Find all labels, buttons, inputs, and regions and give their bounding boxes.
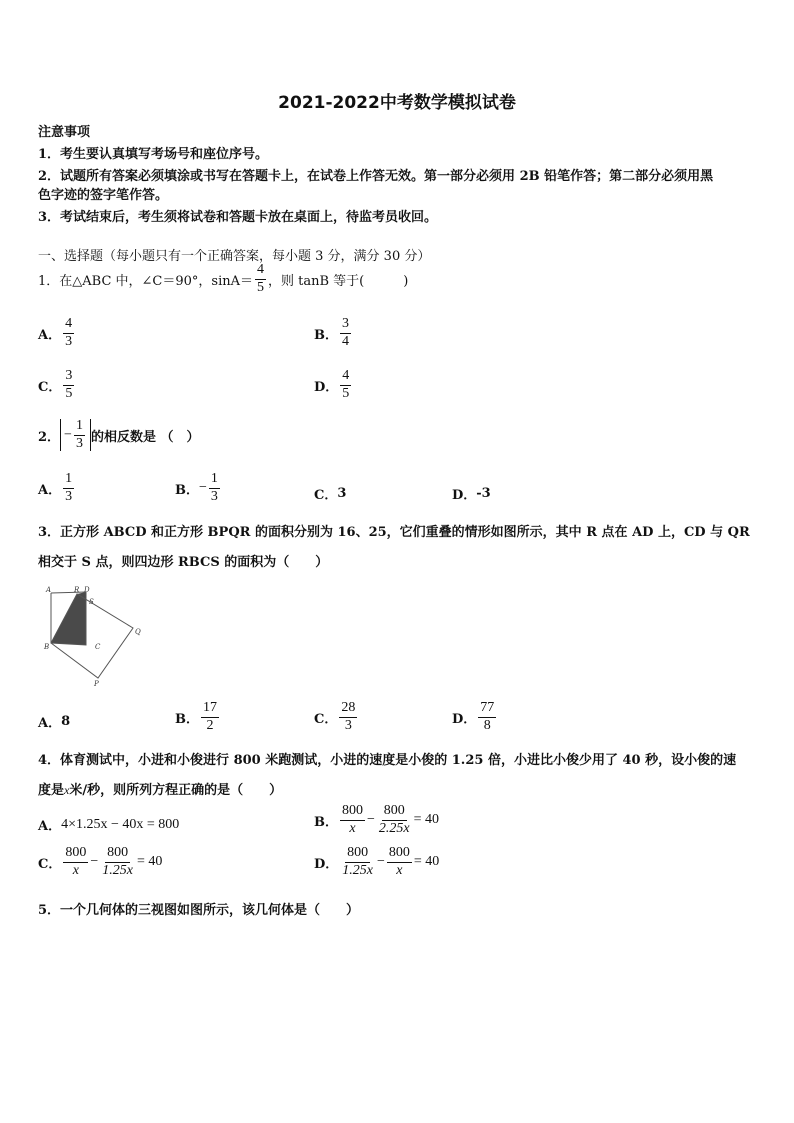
fraction-numerator: 1 [209,472,220,489]
option-fraction [340,369,351,401]
question-4-text-post: 米/秒，则所列方程正确的是（ ） [69,783,283,798]
option-label: C． [38,379,62,395]
question-1-text-pre: 1．在△ABC 中，∠C＝90°，sinA＝ [38,273,254,289]
notice-item-3: 3．考试结束后，考生须将试卷和答题卡放在桌面上，待监考员收回。 [38,210,438,225]
option-fraction-1 [340,846,375,878]
option-fraction [478,701,496,733]
fraction-denominator: 3 [344,717,352,733]
minus-sign: − [377,854,385,870]
page-title: 2021-2022中考数学模拟试卷 [278,93,516,113]
question-4-option-b[interactable] [314,804,439,836]
fraction-denominator: x [396,862,403,878]
question-1 [38,263,408,295]
option-label: D． [314,856,339,872]
question-1-fraction [255,263,266,295]
question-3-option-d[interactable] [452,701,498,733]
question-1-option-d[interactable] [314,369,353,401]
fraction-numerator: 800 [382,804,407,821]
question-1-text-post: ，则 tanB 等于( ) [268,273,409,289]
fraction-numerator: 3 [63,369,74,386]
minus-sign: − [199,480,207,496]
option-label: A． [38,819,62,834]
question-1-option-a[interactable] [38,317,76,349]
option-fraction-2 [387,846,412,878]
label-c: C [95,643,101,651]
option-value: 3 [337,486,347,501]
fraction-numerator: 17 [201,701,219,718]
fraction [74,419,85,451]
question-2-option-c[interactable] [314,484,346,503]
minus-sign: − [64,427,72,443]
fraction-denominator: 3 [75,435,83,451]
question-2-option-d[interactable] [452,484,491,503]
fraction-denominator: 5 [342,385,350,401]
option-fraction [63,369,74,401]
fraction-numerator: 28 [339,701,357,718]
minus-sign: − [90,854,99,870]
question-4-line-1: 4．体育测试中，小进和小俊进行 800 米跑测试，小进的速度是小俊的 1.25 倍，小进比小俊少用了 40 秒，设小俊的速 [38,753,737,768]
label-q: Q [135,628,141,636]
fraction-denominator: 1.25x [102,862,133,878]
option-fraction [201,701,219,733]
equation-rhs: = 40 [136,854,163,870]
option-label: D． [314,379,339,395]
fraction-denominator: 5 [257,279,265,295]
option-label: A． [38,482,62,498]
option-fraction [340,317,351,349]
label-a: A [46,586,52,594]
question-1-option-b[interactable] [314,317,353,349]
question-3-option-a[interactable] [38,712,70,731]
option-label: B． [314,327,338,343]
label-d: D [84,586,90,594]
option-value: 8 [61,714,71,729]
fraction-numerator: 1 [63,472,74,489]
fraction-numerator: 800 [63,846,88,863]
squares-figure [38,585,148,690]
label-r: R [74,586,80,594]
question-4-option-c[interactable] [38,846,162,878]
option-fraction-1 [340,804,365,836]
fraction-numerator: 77 [478,701,496,718]
notice-item-2-line-2: 色字迹的签字笔作答。 [38,188,169,203]
option-label: B． [175,711,199,727]
fraction-denominator: 2.25x [378,820,410,836]
option-fraction-2 [377,804,412,836]
option-label: C． [314,488,338,503]
label-b: B [44,643,50,651]
option-label: A． [38,716,62,731]
question-2-number: 2． [38,429,61,445]
option-fraction [339,701,357,733]
fraction-denominator: 3 [210,488,218,504]
option-expression: 4×1.25x − 40x = 800 [61,816,180,832]
fraction-numerator: 1 [74,419,85,436]
fraction-denominator: 5 [65,385,73,401]
question-4-text-pre: 度是 [38,783,65,798]
label-p: P [94,680,99,688]
fraction-denominator: 2 [206,717,214,733]
fraction-numerator: 4 [340,369,351,386]
question-2-option-a[interactable] [38,472,76,504]
question-2-option-b[interactable] [175,472,222,504]
fraction-denominator: 8 [483,717,491,733]
option-label: A． [38,327,62,343]
option-label: C． [38,856,62,872]
question-5: 5．一个几何体的三视图如图所示，该几何体是（ ） [38,903,360,918]
label-s: S [89,598,94,606]
variable-x: x [64,783,70,797]
fraction-numerator: 4 [63,317,74,334]
option-fraction-2 [100,846,135,878]
minus-sign: − [367,812,375,828]
question-4-option-d[interactable] [314,846,439,878]
question-2 [38,419,199,451]
option-value: -3 [476,486,491,501]
option-fraction [63,317,74,349]
fraction-numerator: 800 [345,846,370,863]
notice-item-2-line-1: 2．试题所有答案必须填涂或书写在答题卡上，在试卷上作答无效。第一部分必须用 2B 铅笔作答；第二部分必须用黑 [38,169,714,184]
fraction-numerator: 3 [340,317,351,334]
shaded-quadrilateral-rbcs [51,592,86,645]
option-label: D． [452,711,477,727]
absolute-value-expression [60,419,91,451]
option-fraction [209,472,220,504]
question-2-text-post: 的相反数是 （ ） [90,429,200,445]
equation-rhs: = 40 [413,854,440,870]
fraction-denominator: 4 [342,333,349,349]
equation-rhs: = 40 [413,812,440,828]
question-3-line-1: 3．正方形 ABCD 和正方形 BPQR 的面积分别为 16、25，它们重叠的情形如图所示，其中 R 点在 AD 上，CD 与 QR [38,525,750,540]
option-label: C． [314,711,338,727]
question-3-option-c[interactable] [314,701,359,733]
option-label: B． [175,482,199,498]
option-fraction-1 [63,846,88,878]
fraction-denominator: 3 [65,333,73,349]
fraction-denominator: x [349,820,356,836]
option-label: D． [452,488,477,503]
fraction-denominator: x [72,862,79,878]
fraction-denominator: 3 [65,488,73,504]
fraction-numerator: 800 [105,846,130,863]
question-1-option-c[interactable] [38,369,76,401]
question-4-line-2 [38,779,282,798]
fraction-numerator: 4 [255,263,266,280]
notice-item-1: 1．考生要认真填写考场号和座位序号。 [38,147,269,162]
notice-heading: 注意事项 [38,125,91,140]
question-3-option-b[interactable] [175,701,221,733]
fraction-numerator: 800 [387,846,412,863]
option-fraction [63,472,74,504]
option-label: B． [314,814,338,830]
question-3-line-2: 相交于 S 点，则四边形 RBCS 的面积为（ ） [38,555,329,570]
fraction-denominator: 1.25x [342,862,373,878]
question-4-option-a[interactable] [38,815,179,834]
fraction-numerator: 800 [340,804,365,821]
section-heading: 一、选择题（每小题只有一个正确答案，每小题 3 分，满分 30 分） [38,249,431,264]
